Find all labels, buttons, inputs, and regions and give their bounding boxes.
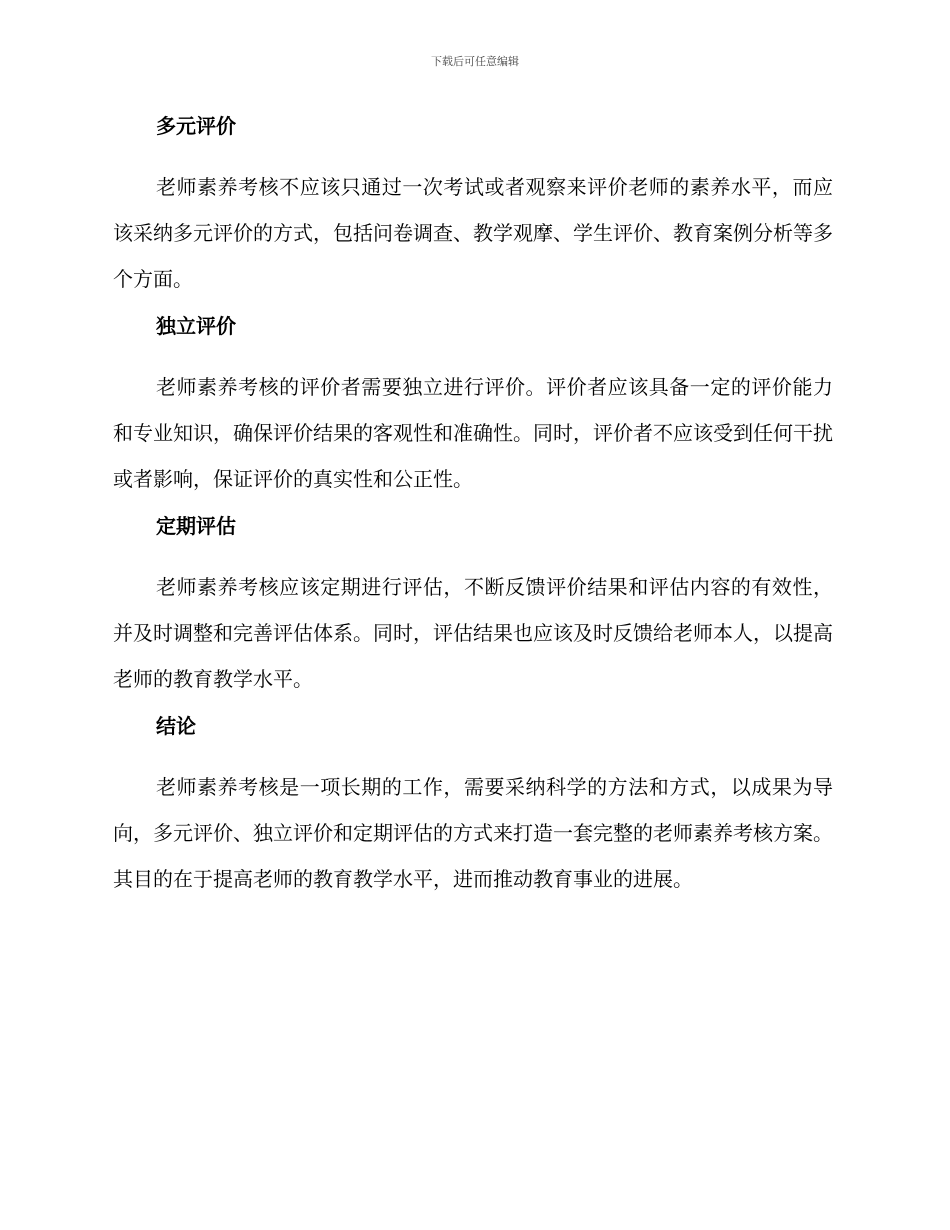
section-heading: 结论 (156, 714, 196, 738)
page-header-note: 下载后可任意编辑 (431, 55, 519, 68)
section-heading: 定期评估 (156, 514, 236, 538)
section-periodic-assessment (113, 510, 833, 702)
section-paragraph: 老师素养考核是一项长期的工作，需要采纳科学的方法和方式，以成果为导向，多元评价、独立评价和定期评估的方式来打造一套完整的老师素养考核方案。其目的在于提高老师的教育教学水平，进而推动教育事业的进展。 (113, 775, 833, 891)
section-heading: 多元评价 (156, 114, 236, 138)
section-independent-evaluation (113, 310, 833, 502)
section-multi-evaluation (113, 110, 833, 302)
section-paragraph: 老师素养考核不应该只通过一次考试或者观察来评价老师的素养水平，而应该采纳多元评价的方式，包括问卷调查、教学观摩、学生评价、教育案例分析等多个方面。 (113, 175, 833, 291)
section-heading: 独立评价 (156, 314, 236, 338)
section-paragraph: 老师素养考核的评价者需要独立进行评价。评价者应该具备一定的评价能力和专业知识，确保评价结果的客观性和准确性。同时，评价者不应该受到任何干扰或者影响，保证评价的真实性和公正性。 (113, 375, 833, 491)
section-paragraph: 老师素养考核应该定期进行评估，不断反馈评价结果和评估内容的有效性，并及时调整和完善评估体系。同时，评估结果也应该及时反馈给老师本人，以提高老师的教育教学水平。 (113, 575, 833, 691)
document-body (113, 110, 833, 910)
section-conclusion (113, 710, 833, 902)
